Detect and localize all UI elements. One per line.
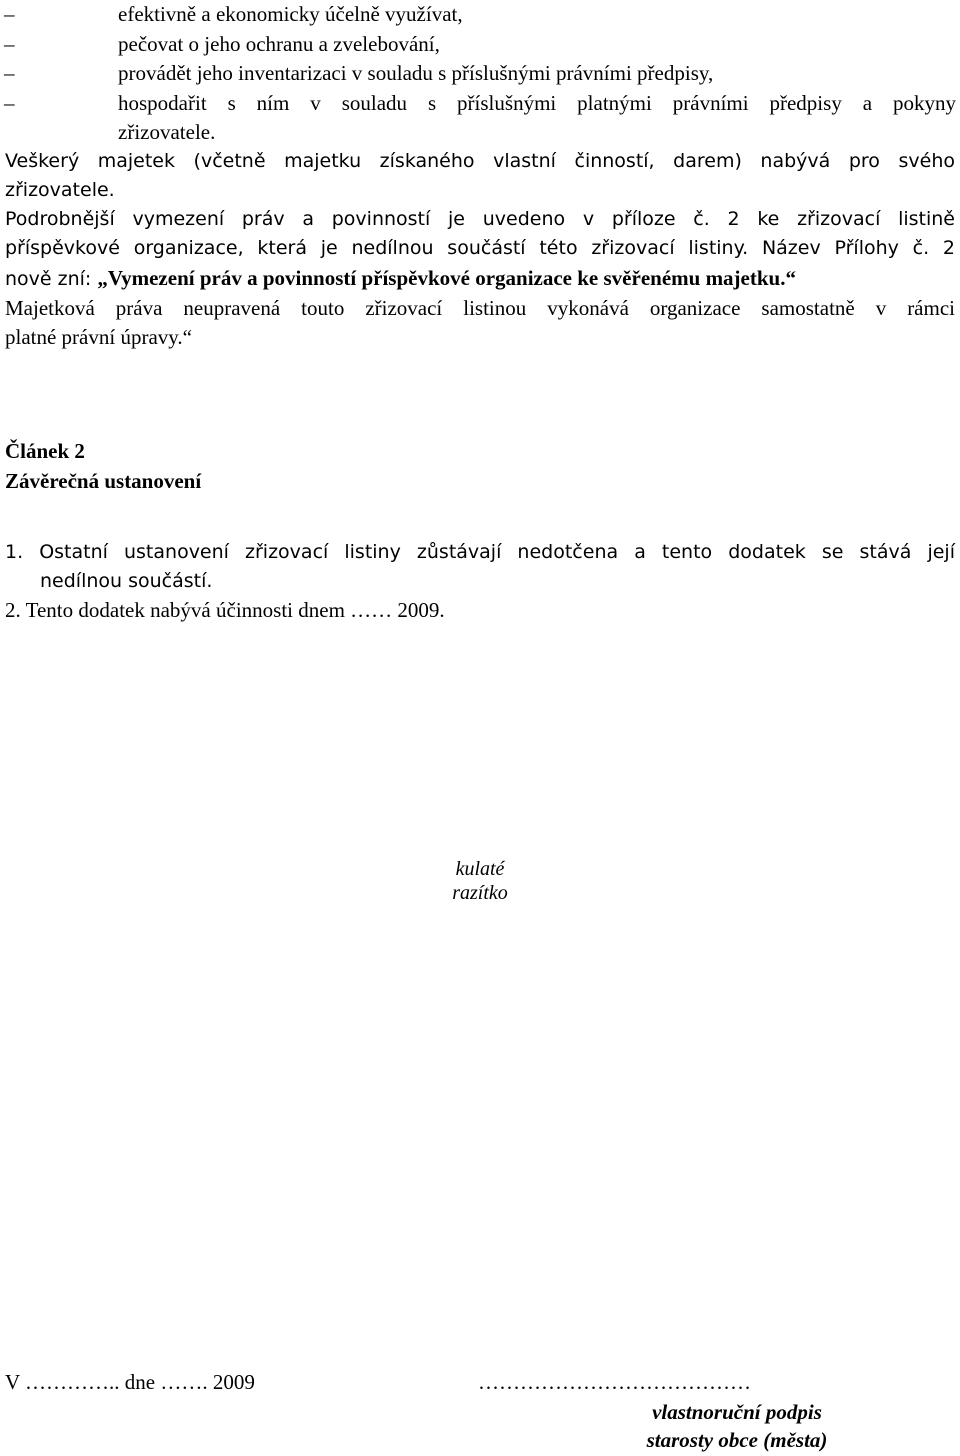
- bullet-dash: –: [4, 61, 15, 85]
- paragraph-line: platné právní úpravy.“: [5, 325, 192, 349]
- bullet-item-4-line-1: hospodařit s ním v souladu s příslušnými platnými právními předpisy a pokyny: [118, 91, 956, 115]
- stamp-text-line-2: razítko: [452, 882, 508, 904]
- bullet-dash: –: [4, 32, 15, 56]
- provision-item-1-line-2: nedílnou součástí.: [40, 570, 213, 592]
- paragraph-line: příspěvkové organizace, která je nedílnou součástí této zřizovací listiny. Název Přílohy č. 2: [5, 237, 955, 259]
- bullet-item-4-line-2: zřizovatele.: [118, 120, 216, 144]
- article-number: Článek 2: [5, 439, 85, 463]
- stamp-text-line-1: kulaté: [455, 858, 505, 880]
- article-title: Závěrečná ustanovení: [5, 469, 202, 493]
- provision-item-2: 2. Tento dodatek nabývá účinnosti dnem …… 2009.: [5, 598, 445, 622]
- paragraph-line: zřizovatele.: [5, 179, 115, 201]
- paragraph-line: Majetková práva neupravená touto zřizovací listinou vykonává organizace samostatně v rámci: [5, 296, 955, 320]
- place-date-line: V ………….. dne ……. 2009: [5, 1370, 255, 1394]
- signature-line: …………………………………: [478, 1370, 751, 1394]
- bullet-dash: –: [4, 2, 15, 26]
- bullet-item-3: provádět jeho inventarizaci v souladu s příslušnými právními předpisy,: [118, 61, 714, 85]
- paragraph-line: Veškerý majetek (včetně majetku získaného vlastní činností, darem) nabývá pro svého: [5, 150, 955, 172]
- paragraph-line: Podrobnější vymezení práv a povinností je uvedeno v příloze č. 2 ke zřizovací listině: [5, 208, 955, 230]
- paragraph-text: nově zní:: [5, 268, 98, 290]
- bullet-item-2: pečovat o jeho ochranu a zvelebování,: [118, 32, 440, 56]
- provision-item-1-line-1: 1. Ostatní ustanovení zřizovací listiny zůstávají nedotčena a tento dodatek se stává její: [5, 541, 955, 563]
- bullet-item-1: efektivně a ekonomicky účelně využívat,: [118, 2, 463, 26]
- signature-label-line-1: vlastnoruční podpis: [652, 1400, 822, 1424]
- annex-title: „Vymezení práv a povinností příspěvkové organizace ke svěřenému majetku.“: [97, 266, 796, 290]
- signature-label-line-2: starosty obce (města): [646, 1428, 828, 1452]
- bullet-dash: –: [4, 91, 15, 115]
- paragraph-line: [5, 264, 796, 294]
